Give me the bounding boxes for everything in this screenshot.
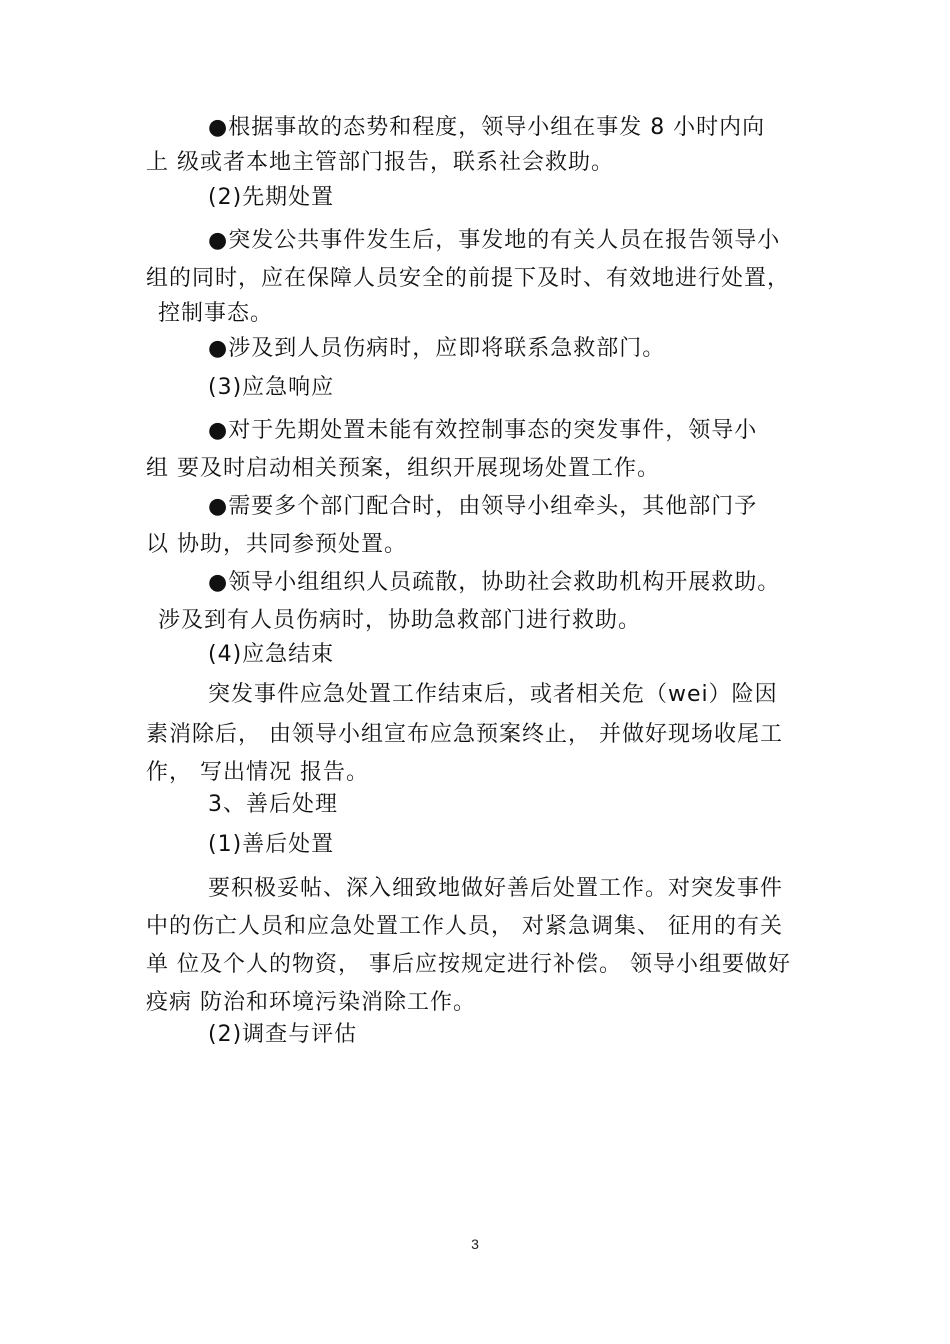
text-line: 单 位及个人的物资， 事后应按规定进行补偿。 领导小组要做好	[146, 952, 791, 977]
text-line: 涉及到有人员伤病时，协助急救部门进行救助。	[158, 608, 642, 633]
text-line: ●突发公共事件发生后，事发地的有关人员在报告领导小	[208, 228, 781, 253]
text-line: 要积极妥帖、深入细致地做好善后处置工作。对突发事件	[208, 876, 784, 901]
text-line: 组的同时，应在保障人员安全的前提下及时、有效地进行处置，	[146, 266, 791, 291]
text-line: 突发事件应急处置工作结束后，或者相关危（wei）险因	[208, 682, 778, 707]
section-heading: (3)应急响应	[208, 375, 335, 400]
text-line: 控制事态。	[158, 301, 274, 326]
text-line: 素消除后， 由领导小组宣布应急预案终止， 并做好现场收尾工	[146, 722, 783, 747]
text-line: 中的伤亡人员和应急处置工作人员， 对紧急调集、 征用的有关	[146, 914, 783, 939]
text-line: ●需要多个部门配合时，由领导小组牵头，其他部门予	[208, 494, 758, 519]
text-line: ●对于先期处置未能有效控制事态的突发事件，领导小	[208, 418, 758, 443]
section-heading: (2)先期处置	[208, 185, 335, 210]
text-line: 组 要及时启动相关预案，组织开展现场处置工作。	[146, 456, 660, 481]
page-number: 3	[471, 1236, 479, 1252]
text-line: ●涉及到人员伤病时，应即将联系急救部门。	[208, 336, 666, 361]
section-heading: 3、善后处理	[208, 792, 338, 817]
text-line: 作， 写出情况 报告。	[146, 760, 369, 785]
text-line: ●领导小组组织人员疏散，协助社会救助机构开展救助。	[208, 570, 781, 595]
text-line: 疫病 防治和环境污染消除工作。	[146, 990, 476, 1015]
section-heading: (2)调查与评估	[208, 1022, 358, 1047]
text-line: 以 协助，共同参预处置。	[146, 532, 407, 557]
text-line: ●根据事故的态势和程度，领导小组在事发 8 小时内向	[208, 115, 766, 140]
text-line: 上 级或者本地主管部门报告，联系社会救助。	[146, 150, 614, 175]
section-heading: (1)善后处置	[208, 832, 335, 857]
section-heading: (4)应急结束	[208, 642, 335, 667]
